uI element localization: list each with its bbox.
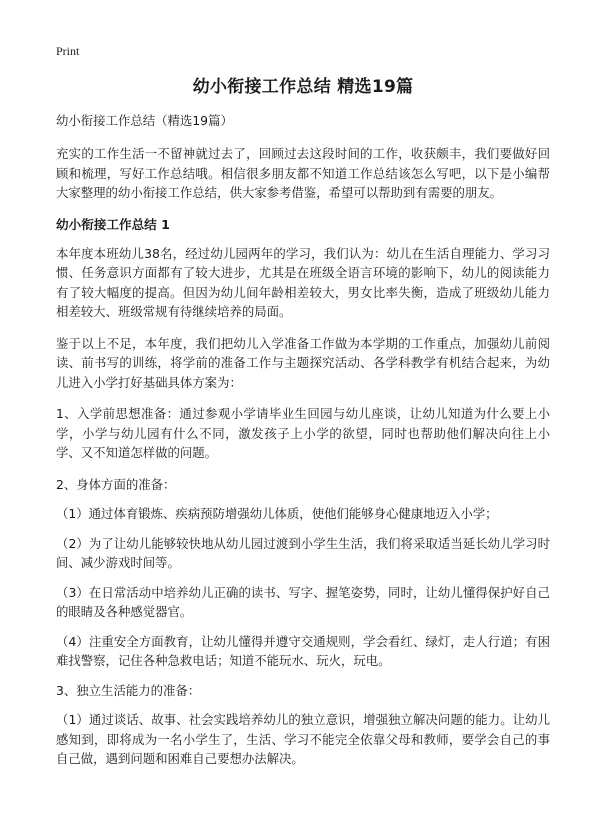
body-paragraph: 本年度本班幼儿38名，经过幼儿园两年的学习，我们认为：幼儿在生活自理能力、学习习惯、任务意识方面都有了较大进步，尤其是在班级全语言环境的影响下，幼儿的阅读能力有了较大幅度的提高。但因为幼儿间年龄相差较大，男女比率失衡，造成了班级幼儿能力相差较大、班级常规有待继续培养的局面。 bbox=[56, 245, 550, 319]
body-paragraph: （1）通过体育锻炼、疾病预防增强幼儿体质，使他们能够身心健康地迈入小学； bbox=[56, 506, 498, 521]
page-title: 幼小衔接工作总结 精选19篇 bbox=[192, 77, 414, 97]
body-paragraph: （2）为了让幼儿能够较快地从幼儿园过渡到小学生生活，我们将采取适当延长幼儿学习时间、减少游戏时间等。 bbox=[56, 535, 550, 570]
print-link[interactable]: Print bbox=[56, 44, 80, 58]
body-paragraph: 3、独立生活能力的准备： bbox=[56, 682, 201, 698]
document-subtitle: 幼小衔接工作总结（精选19篇） bbox=[56, 113, 233, 128]
body-paragraph: 1、入学前思想准备：通过参观小学请毕业生回园与幼儿座谈，让幼儿知道为什么要上小学，小学与幼儿园有什么不同，激发孩子上小学的欲望，同时也帮助他们解决向往上小学、又不知道怎样做的问题。 bbox=[56, 406, 550, 460]
body-paragraph: （3）在日常活动中培养幼儿正确的读书、写字、握笔姿势，同时，让幼儿懂得保护好自己的眼睛及各种感觉器官。 bbox=[56, 584, 550, 619]
body-paragraph: （4）注重安全方面教育，让幼儿懂得并遵守交通规则，学会看红、绿灯，走人行道；有困难找警察，记住各种急救电话；知道不能玩水、玩火，玩电。 bbox=[56, 633, 550, 668]
intro-paragraph: 充实的工作生活一不留神就过去了，回顾过去这段时间的工作，收获颇丰，我们要做好回顾和梳理，写好工作总结哦。相信很多朋友都不知道工作总结该怎么写吧，以下是小编帮大家整理的幼小衔接工作总结，供大家参考借鉴，希望可以帮助到有需要的朋友。 bbox=[56, 146, 550, 200]
section-heading: 幼小衔接工作总结 1 bbox=[56, 216, 170, 232]
body-paragraph: （1）通过谈话、故事、社会实践培养幼儿的独立意识，增强独立解决问题的能力。让幼儿感知到，即将成为一名小学生了，生活、学习不能完全依靠父母和教师，要学会自己的事自己做，遇到问题和困难自己要想办法解决。 bbox=[56, 712, 550, 766]
body-paragraph: 鉴于以上不足，本年度，我们把幼儿入学准备工作做为本学期的工作重点，加强幼儿前阅读、前书写的训练，将学前的准备工作与主题探究活动、各学科教学有机结合起来，为幼儿进入小学打好基础具体方案为： bbox=[56, 335, 550, 390]
body-paragraph: 2、身体方面的准备： bbox=[56, 476, 176, 492]
